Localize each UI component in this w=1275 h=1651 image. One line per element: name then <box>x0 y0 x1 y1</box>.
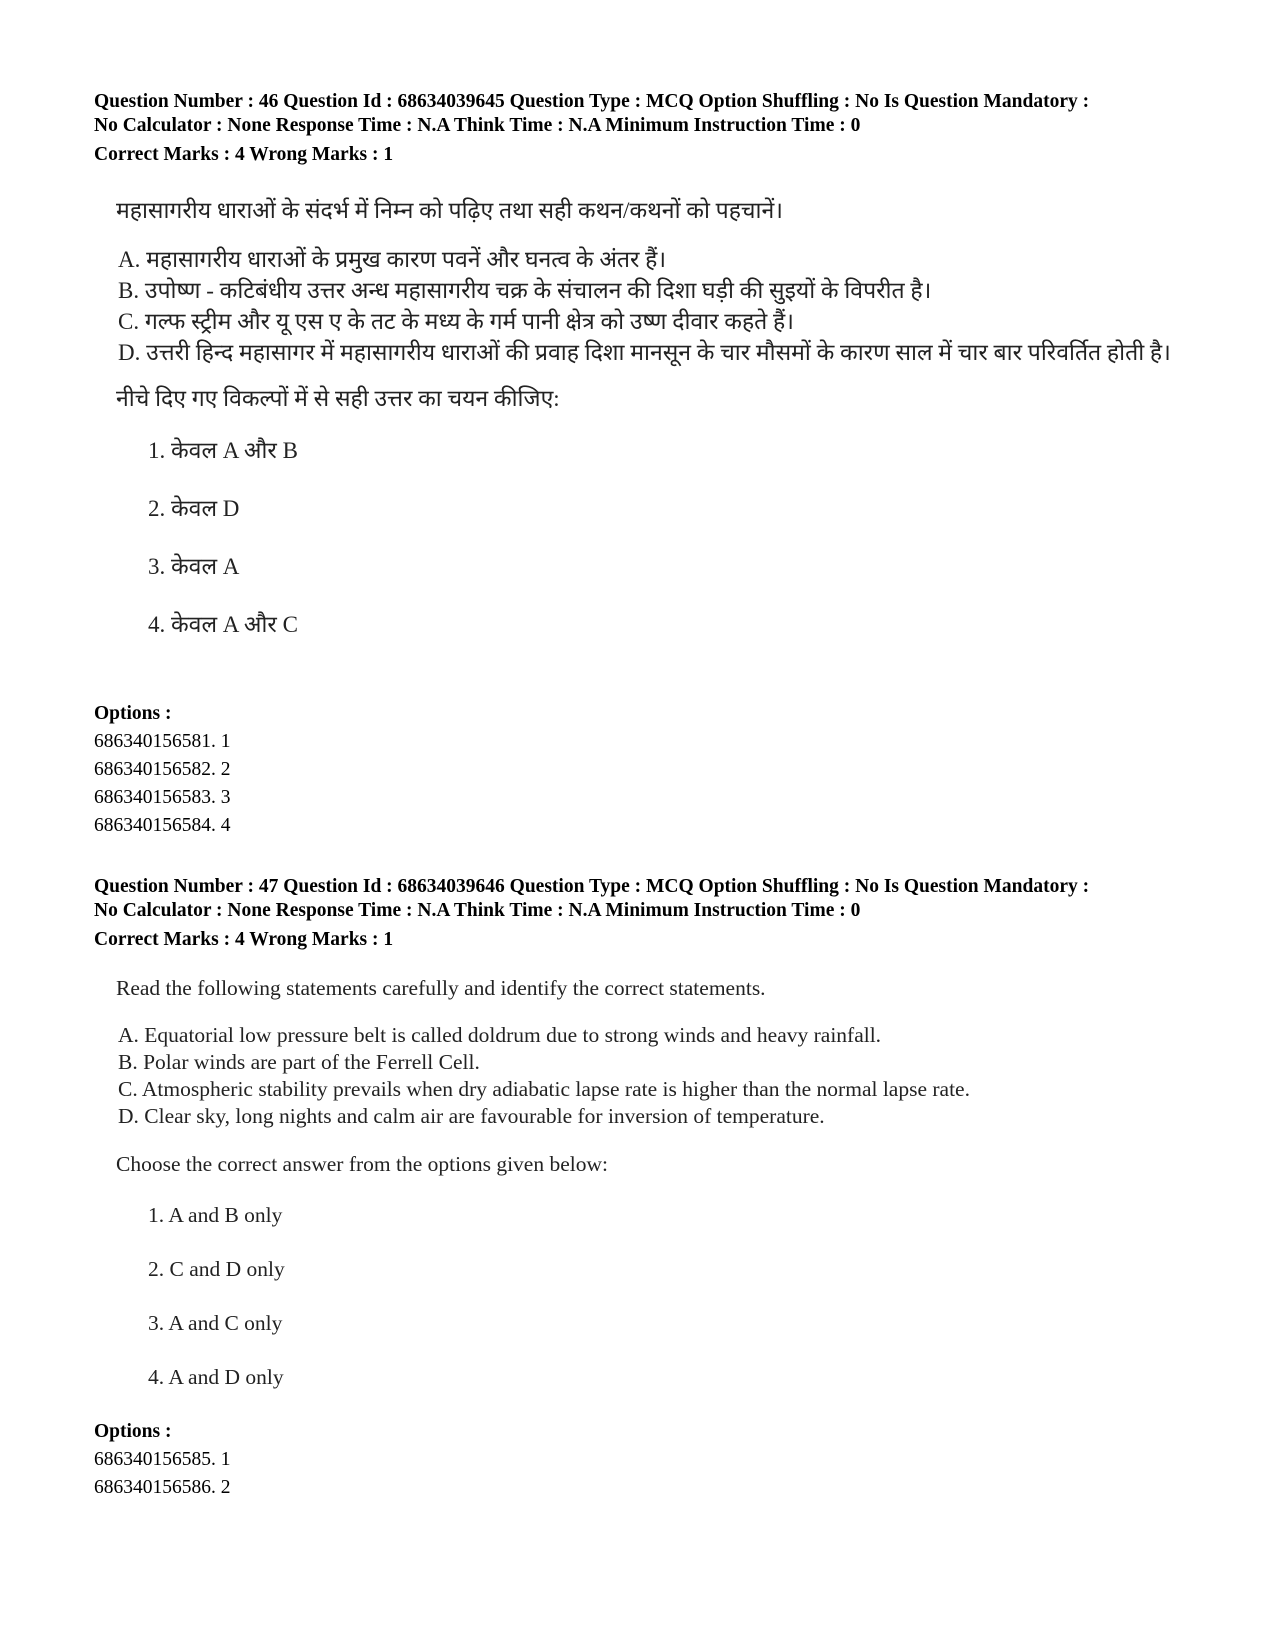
question-47-stem: Read the following statements carefully and identify the correct statements. <box>116 976 766 1000</box>
question-47-meta-line2: No Calculator : None Response Time : N.A Think Time : N.A Minimum Instruction Time : 0 <box>94 900 861 921</box>
question-47-choices <box>94 1202 1214 1418</box>
question-47-meta-line1: Question Number : 47 Question Id : 68634039646 Question Type : MCQ Option Shuffling : No Is Question Mandatory : <box>94 876 1090 897</box>
question-46-meta-line1: Question Number : 46 Question Id : 68634039645 Question Type : MCQ Option Shuffling : No Is Question Mandatory : <box>94 91 1090 112</box>
question-46-body <box>94 196 1214 668</box>
choice-2: 2. C and D only <box>148 1257 285 1281</box>
option-item: 686340156581. 1 <box>94 731 231 752</box>
statement-d: D. उत्तरी हिन्द महासागर में महासागरीय धाराओं की प्रवाह दिशा मानसून के चार मौसमों के कारण साल में चार बार परिवर्तित होती है। <box>118 340 1171 365</box>
question-46-meta-line2: No Calculator : None Response Time : N.A Think Time : N.A Minimum Instruction Time : 0 <box>94 115 861 136</box>
question-46-marks: Correct Marks : 4 Wrong Marks : 1 <box>94 144 394 165</box>
statement-c: C. गल्फ स्ट्रीम और यू एस ए के तट के मध्य के गर्म पानी क्षेत्र को उष्ण दीवार कहते हैं। <box>118 309 794 334</box>
question-47-statements <box>94 1022 1214 1130</box>
question-47-prompt: Choose the correct answer from the options given below: <box>116 1152 608 1176</box>
option-item: 686340156583. 3 <box>94 787 231 808</box>
option-item: 686340156584. 4 <box>94 815 231 836</box>
question-47-header <box>94 875 1224 952</box>
question-47-marks: Correct Marks : 4 Wrong Marks : 1 <box>94 929 394 950</box>
question-46-statements <box>94 244 1214 368</box>
question-47-body <box>94 974 1214 1418</box>
statement-a: A. Equatorial low pressure belt is called doldrum due to strong winds and heavy rainfall. <box>118 1023 882 1047</box>
option-item: 686340156585. 1 <box>94 1449 231 1470</box>
statement-a: A. महासागरीय धाराओं के प्रमुख कारण पवनें और घनत्व के अंतर हैं। <box>118 247 667 272</box>
statement-b: B. Polar winds are part of the Ferrell Cell. <box>118 1050 480 1074</box>
choice-2: 2. केवल D <box>148 496 240 521</box>
question-46-stem: महासागरीय धाराओं के संदर्भ में निम्न को पढ़िए तथा सही कथन/कथनों को पहचानें। <box>116 198 783 223</box>
option-item: 686340156582. 2 <box>94 759 231 780</box>
choice-1: 1. A and B only <box>148 1203 283 1227</box>
choice-4: 4. केवल A और C <box>148 612 298 637</box>
statement-b: B. उपोष्ण - कटिबंधीय उत्तर अन्ध महासागरीय चक्र के संचालन की दिशा घड़ी की सुइयों के विपरीत है। <box>118 278 932 303</box>
statement-c: C. Atmospheric stability prevails when dry adiabatic lapse rate is higher than the normal lapse rate. <box>118 1077 970 1101</box>
choice-3: 3. A and C only <box>148 1311 283 1335</box>
statement-d: D. Clear sky, long nights and calm air are favourable for inversion of temperature. <box>118 1104 825 1128</box>
option-item: 686340156586. 2 <box>94 1477 231 1498</box>
question-47-options <box>94 1418 1224 1502</box>
options-title: Options : <box>94 703 172 724</box>
question-46-prompt: नीचे दिए गए विकल्पों में से सही उत्तर का चयन कीजिए: <box>116 386 560 411</box>
choice-4: 4. A and D only <box>148 1365 284 1389</box>
question-46-options <box>94 700 1224 840</box>
question-46-choices <box>94 436 1214 668</box>
choice-1: 1. केवल A और B <box>148 438 298 463</box>
choice-3: 3. केवल A <box>148 554 240 579</box>
question-46-header <box>94 90 1224 167</box>
options-title: Options : <box>94 1421 172 1442</box>
